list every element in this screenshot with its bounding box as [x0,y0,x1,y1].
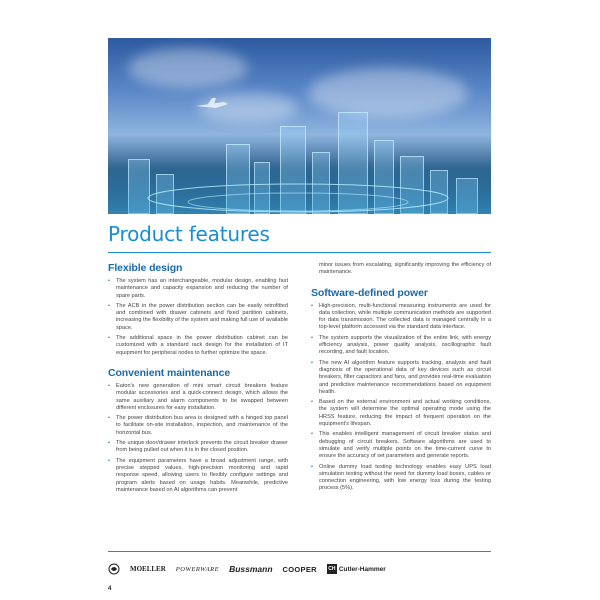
software-defined-power-list [311,303,491,493]
city-skyline-graphic [108,38,491,214]
list-item: • High-precision, multi-functional measuring instruments are used for data collection, while multiple communication methods are supported for data transmission. The collected data is managed centrally in a top-level platform accessed via the standard data interface. [311,303,491,332]
list-item: • Eaton's new generation of mini smart circuit breakers feature modular accessories and a quick-connect design, which allows the same auxiliary and alarm components to be swapped between different enclosures for easy installation. [108,383,288,412]
list-item: • The new AI algorithm feature supports tracking, analysis and fault diagnosis of the operational data of key devices such as circuit breakers, filter capacitors and fans, and provides real-time evaluation and predictive maintenance recommendations based on equipment health. [311,360,491,396]
brand-mark-icon [108,563,120,575]
flexible-design-list [108,278,288,357]
title-divider [108,252,491,253]
brand-logos [108,560,491,578]
list-item: • The additional space in the power distribution cabinet can be customized with a standard rack design for the installation of IT equipment for peripheral nodes to further optimize the space. [108,335,288,357]
convenient-maintenance-list [108,383,288,494]
bussmann-logo: Bussmann [229,564,273,574]
list-item: • Based on the external environment and actual working conditions, the system will determine the optimal operating mode using the HRSS feature, reducing the impact of frequent operation on the equipment's lifespan. [311,399,491,428]
convenient-maintenance-heading: Convenient maintenance [108,366,231,379]
list-item: • The ACB in the power distribution section can be easily retrofitted and combined with drawer cabinets and fixed partition cabinets, increasing the flexibility of the system and making full use of available space. [108,303,288,332]
cooper-logo: COOPER [282,564,317,574]
list-item: • The system supports the visualization of the entire link, with energy efficiency analysis, power quality analysis, oscillographic fault recording, and fault location. [311,335,491,357]
list-item: • This enables intelligent management of circuit breaker status and debugging of circuit breakers. Software algorithms are used to simulate and verify multiple points on the time-current curve to ensure the accuracy of set parameters and generate reports. [311,431,491,460]
ch-mark-icon: CH [328,566,336,572]
list-item: • The unique door/drawer interlock prevents the circuit breaker drawer from being pulled out when it is in the closed position. [108,440,288,455]
cutler-hammer-label: Cutler-Hammer [338,565,386,573]
list-item: • Online dummy load testing technology enables easy UPS load simulation testing without the need for dummy load boxes, cables or connection engineering, with low energy loss during the testing process (5%). [311,464,491,493]
moeller-logo: MOELLER [130,565,166,573]
powerware-logo: POWERWARE [175,565,220,573]
page-title: Product features [108,222,270,246]
footer-divider [108,551,491,552]
cutler-hammer-logo [327,564,386,574]
software-defined-power-heading: Software-defined power [311,286,428,299]
continued-text: minor issues from escalating, significantly improving the efficiency of maintenance. [319,262,491,276]
page-number: 4 [108,586,112,592]
list-item: • The power distribution bus area is designed with a hinged top panel to facilitate on-site installation, inspection, and maintenance of the horizontal bus. [108,415,288,437]
hero-image [108,38,491,214]
left-column [108,262,288,504]
right-column [311,262,491,503]
flexible-design-heading: Flexible design [108,262,183,274]
list-item: • The equipment parameters have a broad adjustment range, with precise stepped values, high-precision monitoring and rapid response speed, allowing users to flexibly configure settings and program alerts based on usage habits. Meanwhile, predictive maintenance based on AI algorithms can prevent [108,458,288,494]
list-item: • The system has an interchangeable, modular design, enabling fast maintenance and capacity expansion and reducing the number of spare parts. [108,278,288,300]
